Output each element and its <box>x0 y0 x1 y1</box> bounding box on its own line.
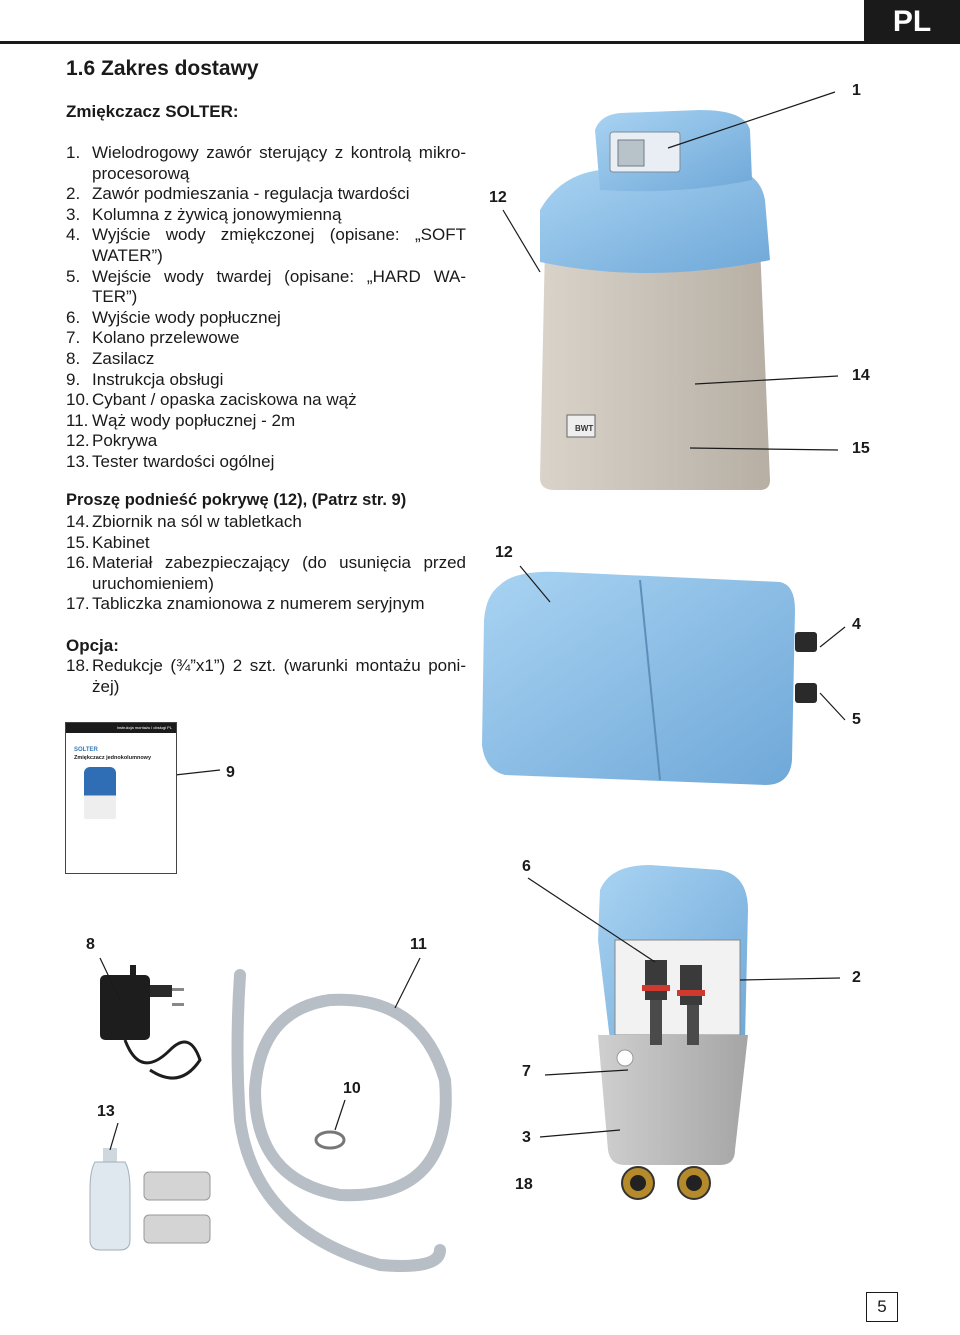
list-item-number: 7. <box>66 328 81 348</box>
option-heading: Opcja: <box>66 636 119 655</box>
cover-note: Proszę podnieść pokrywę (12), (Patrz str. 9) <box>66 491 407 509</box>
list-item-number: 6. <box>66 307 81 327</box>
callout-11: 11 <box>410 936 427 953</box>
callout-1: 1 <box>852 82 861 99</box>
bwt-logo-label: BWT <box>575 424 594 433</box>
list-item-text: Wejście wody twardej (opisane: „HARD WA-TER”) <box>92 266 466 307</box>
list-item-number: 8. <box>66 348 81 368</box>
list-item-text: Cybant / opaska zaciskowa na wąż <box>92 390 357 410</box>
callout-5: 5 <box>852 711 861 728</box>
callout-9: 9 <box>226 764 235 781</box>
power-supply-image <box>100 965 200 1078</box>
manual-subtitle: Zmiękczacz jednokolumnowy <box>74 755 152 761</box>
list-item-number: 14. <box>66 512 90 531</box>
list-item-text: Redukcje (¾”x1”) 2 szt. (warunki montażu poni-żej) <box>92 656 466 696</box>
list-item-number: 12. <box>66 431 90 451</box>
list-item-number: 1. <box>66 143 81 162</box>
section-title: 1.6 Zakres dostawy <box>66 57 259 80</box>
language-tab: PL <box>864 0 960 44</box>
list-item-number: 16. <box>66 553 90 573</box>
list-item-text: Wąż wody popłucznej - 2m <box>92 410 296 430</box>
list-item-number: 11. <box>66 410 89 430</box>
list-item-text: Wyjście wody zmiękczonej (opisane: „SOFT WATER”) <box>92 225 466 265</box>
list-item-number: 18. <box>66 656 90 675</box>
reducers-image <box>622 1167 710 1199</box>
manual-header: Instrukcja montażu i obsługi PL <box>66 723 176 733</box>
softener-unit-image <box>540 110 770 490</box>
lid-image <box>482 572 817 785</box>
list-item-text: Wyjście wody popłucznej <box>92 307 281 327</box>
list-item-text: Pokrywa <box>92 431 158 451</box>
list-item-text: Tabliczka znamionowa z numerem seryjnym <box>92 594 425 614</box>
list-item-number: 10. <box>66 390 90 410</box>
page-number: 5 <box>866 1292 898 1322</box>
list-item-text: Tester twardości ogólnej <box>92 451 275 471</box>
list-item-number: 4. <box>66 225 81 245</box>
list-item-text: Kolano przelewowe <box>92 328 240 348</box>
list-item-number: 13. <box>66 451 90 471</box>
list-item-text: Kabinet <box>92 532 150 552</box>
callout-18: 18 <box>515 1176 533 1193</box>
list-item-text: Zbiornik na sól w tabletkach <box>92 512 302 531</box>
list-item-text: Zasilacz <box>92 348 155 368</box>
callout-13: 13 <box>97 1103 115 1120</box>
hose-image <box>238 975 446 1266</box>
list-item-number: 15. <box>66 532 90 552</box>
callout-7: 7 <box>522 1063 531 1080</box>
list-item-text: Materiał zabezpieczający (do usunięcia przed uruchomieniem) <box>92 553 466 593</box>
callout-15: 15 <box>852 440 870 457</box>
callout-3: 3 <box>522 1129 531 1146</box>
list-item-number: 17. <box>66 594 90 614</box>
list-item-number: 3. <box>66 204 81 224</box>
callout-12b: 12 <box>495 544 513 561</box>
callout-4: 4 <box>852 616 861 633</box>
list-item-text: Wielodrogowy zawór sterujący z kontrolą mikro-procesorową <box>92 143 466 183</box>
callout-8: 8 <box>86 936 95 953</box>
list-item-number: 2. <box>66 184 81 204</box>
open-unit-image <box>598 865 748 1165</box>
list-item-text: Zawór podmieszania - regulacja twardości <box>92 184 410 204</box>
manual-thumbnail <box>65 722 177 874</box>
hardness-tester-image <box>90 1148 210 1250</box>
callout-2: 2 <box>852 969 861 986</box>
callout-14: 14 <box>852 367 870 384</box>
manual-product-image <box>84 767 116 819</box>
callout-6: 6 <box>522 858 531 875</box>
list-item-text: Instrukcja obsługi <box>92 369 224 389</box>
list-item-text: Kolumna z żywicą jonowymienną <box>92 204 342 224</box>
subheading: Zmiękczacz SOLTER: <box>66 102 239 121</box>
manual-title: SOLTER <box>74 747 98 753</box>
callout-10: 10 <box>343 1080 361 1097</box>
callout-12a: 12 <box>489 189 507 206</box>
list-item-number: 5. <box>66 266 81 286</box>
list-item-number: 9. <box>66 369 81 389</box>
